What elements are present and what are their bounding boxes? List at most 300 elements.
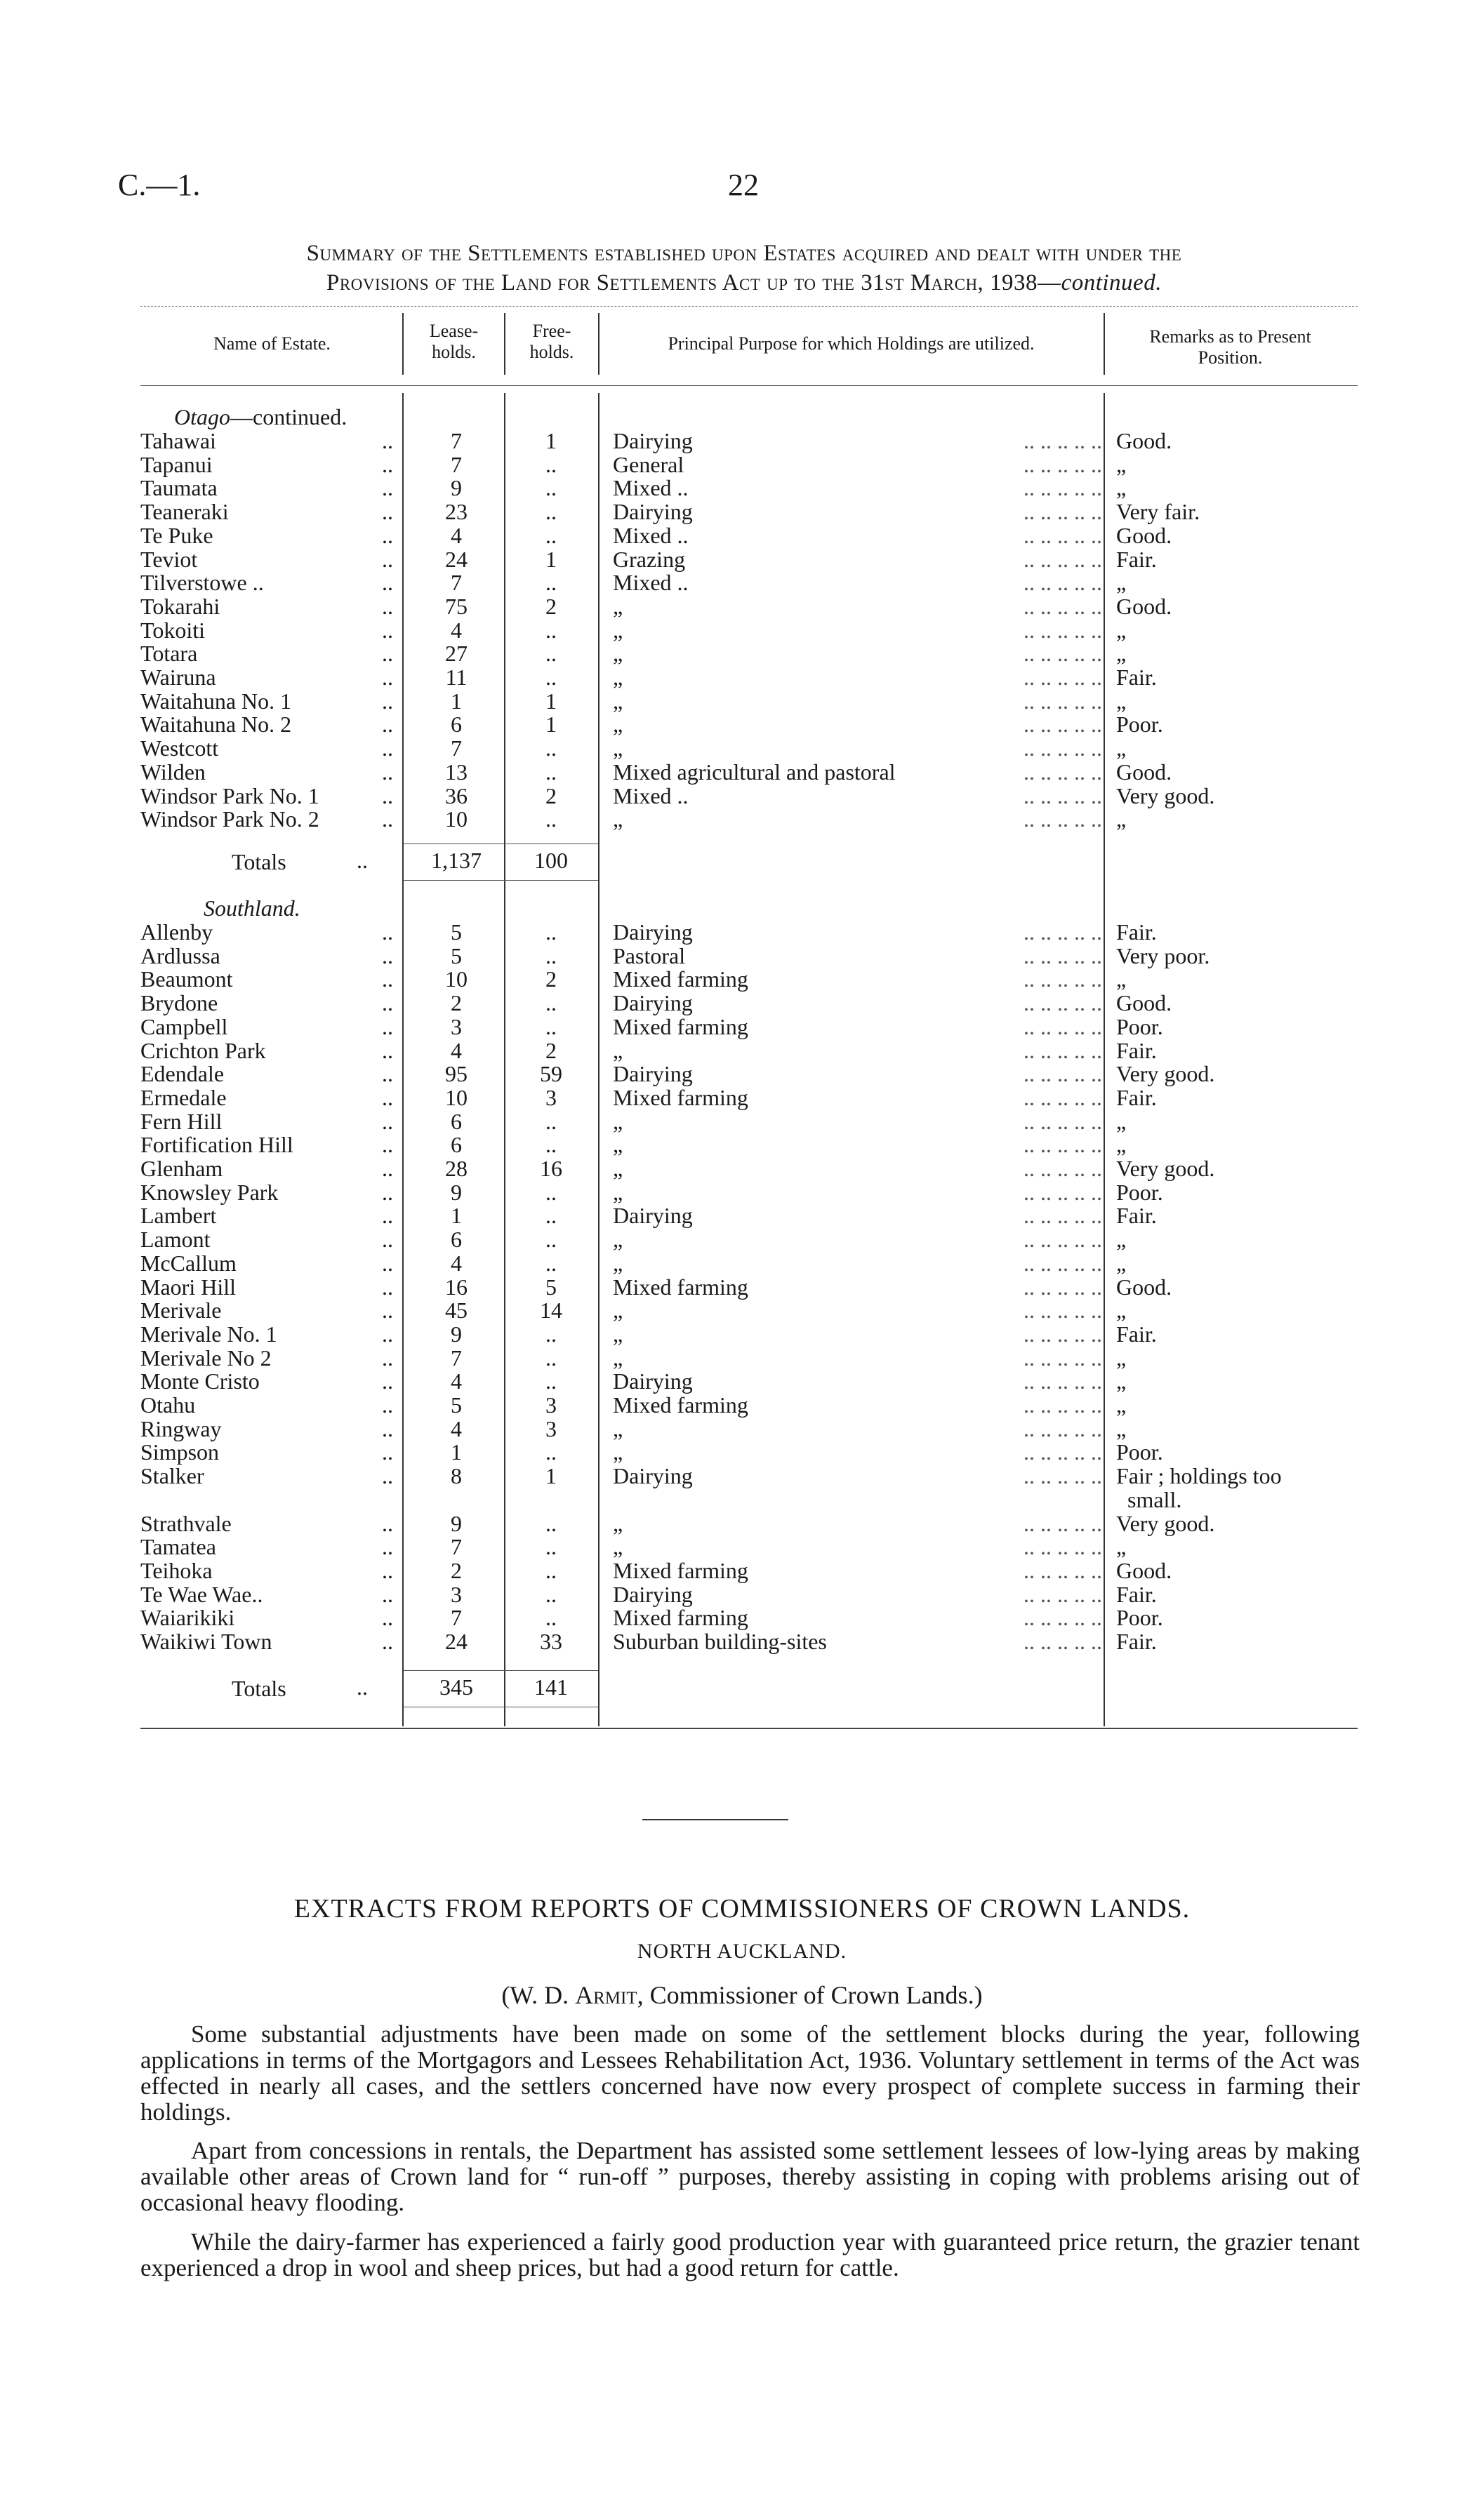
southland-row-freeholds: 33: [540, 1629, 562, 1654]
southland-row-freeholds: ..: [545, 1345, 557, 1371]
otago-row-name: Wilden: [140, 759, 206, 785]
otago-row-freeholds: ..: [545, 522, 557, 548]
southland-row-remark-continued: small.: [1127, 1486, 1182, 1512]
southland-row-purpose-leader: .. .. .. .. ..: [1023, 1084, 1102, 1110]
southland-row-name: Glenham: [140, 1156, 223, 1181]
southland-totals-leaseholds: 345: [439, 1674, 473, 1700]
southland-row-name: Beaumont: [140, 966, 233, 992]
southland-row-leaseholds: 5: [451, 942, 462, 968]
extracts-paragraph-1: Some substantial adjustments have been made on some of the settlement blocks during the year, following applications in terms of the Mortgagors and Lessees Rehabilitation Act, 1936. Voluntary settlement in terms of the Act was effected in nearly all cases, and the settlers concerned have now every prospect of complete success in farming their holdings.: [140, 2020, 1360, 2126]
otago-totals-leaseholds: 1,137: [431, 848, 482, 873]
otago-row-name: Taumata: [140, 475, 218, 501]
southland-row-purpose: Dairying: [613, 919, 693, 945]
southland-row-freeholds: ..: [545, 1250, 557, 1276]
otago-row-leaseholds: 7: [451, 451, 462, 477]
otago-totals-lower-rule: [404, 880, 598, 881]
otago-row-name-leader: ..: [382, 782, 393, 808]
southland-row-remark: „: [1116, 1298, 1127, 1324]
southland-row-freeholds: 16: [540, 1156, 562, 1181]
otago-row-name-leader: ..: [382, 688, 393, 714]
southland-row-purpose-leader: .. .. .. .. ..: [1023, 1013, 1102, 1039]
otago-row-freeholds: ..: [545, 499, 557, 525]
otago-row-name-leader: ..: [382, 522, 393, 548]
southland-row-name: Merivale No 2: [140, 1345, 272, 1371]
otago-row-leaseholds: 4: [451, 522, 462, 548]
southland-row-name: Knowsley Park: [140, 1179, 279, 1205]
otago-row-purpose-leader: .. .. .. .. ..: [1023, 499, 1102, 525]
otago-row-freeholds: 2: [545, 593, 557, 619]
southland-row-name: Campbell: [140, 1013, 228, 1039]
southland-row-purpose-leader: .. .. .. .. ..: [1023, 919, 1102, 945]
otago-totals-label: Totals: [232, 849, 286, 874]
southland-row-name-leader: ..: [382, 1534, 393, 1560]
southland-row-purpose: Mixed farming: [613, 1605, 748, 1631]
otago-row-leaseholds: 1: [451, 688, 462, 714]
southland-row-purpose: Mixed farming: [613, 1392, 748, 1418]
column-line-lease-left: [402, 393, 404, 1726]
southland-row-name: Waikiwi Town: [140, 1629, 272, 1654]
southland-row-purpose-leader: .. .. .. .. ..: [1023, 1227, 1102, 1253]
southland-row-purpose: Mixed farming: [613, 966, 748, 992]
southland-row-name-leader: ..: [382, 1557, 393, 1583]
southland-row-purpose: Mixed farming: [613, 1084, 748, 1110]
otago-row-remark: Fair.: [1116, 665, 1157, 690]
column-header-purpose: Principal Purpose for which Holdings are utilized.: [668, 333, 1035, 354]
otago-row-name-leader: ..: [382, 499, 393, 525]
southland-row-purpose: „: [613, 1321, 623, 1347]
southland-row-remark: Poor.: [1116, 1605, 1163, 1631]
southland-row-freeholds: ..: [545, 1605, 557, 1631]
otago-row-purpose: „: [613, 593, 623, 619]
southland-row-remark: Very good.: [1116, 1061, 1215, 1087]
southland-row-freeholds: ..: [545, 1108, 557, 1134]
otago-row-freeholds: 1: [545, 688, 557, 714]
southland-row-purpose: Dairying: [613, 1581, 693, 1607]
southland-row-purpose-leader: .. .. .. .. ..: [1023, 942, 1102, 968]
southland-row-purpose: Mixed farming: [613, 1274, 748, 1300]
otago-row-purpose: Dairying: [613, 499, 693, 525]
southland-row-name-leader: ..: [382, 942, 393, 968]
otago-row-freeholds: ..: [545, 665, 557, 690]
southland-row-freeholds: ..: [545, 1534, 557, 1560]
otago-row-remark: „: [1116, 475, 1127, 501]
southland-row-name-leader: ..: [382, 966, 393, 992]
southland-row-remark: „: [1116, 1132, 1127, 1158]
southland-row-name-leader: ..: [382, 1298, 393, 1324]
otago-row-name-leader: ..: [382, 759, 393, 785]
otago-row-leaseholds: 10: [445, 806, 468, 832]
extracts-paragraph-2: Apart from concessions in rentals, the Department has assisted some settlement lessees of low-lying areas by making available other areas of Crown land for “ run-off ” purposes, thereby assisting in coping with problems arising out of occasional heavy flooding.: [140, 2137, 1360, 2216]
southland-row-remark: „: [1116, 1392, 1127, 1418]
extracts-commissioner: [70, 1980, 1414, 2010]
southland-row-freeholds: ..: [545, 1179, 557, 1205]
southland-row-name: Stalker: [140, 1463, 204, 1489]
southland-row-leaseholds: 45: [445, 1298, 468, 1324]
southland-row-name-leader: ..: [382, 1605, 393, 1631]
otago-row-freeholds: ..: [545, 641, 557, 667]
southland-row-name-leader: ..: [382, 1274, 393, 1300]
otago-row-name-leader: ..: [382, 617, 393, 643]
southland-row-name: Te Wae Wae..: [140, 1581, 263, 1607]
southland-row-purpose-leader: .. .. .. .. ..: [1023, 1415, 1102, 1441]
otago-row-purpose-leader: .. .. .. .. ..: [1023, 641, 1102, 667]
otago-row-name: Teviot: [140, 546, 198, 572]
otago-row-purpose: Mixed ..: [613, 570, 689, 596]
southland-row-remark: Fair.: [1116, 1084, 1157, 1110]
otago-row-remark: Very good.: [1116, 782, 1215, 808]
southland-row-remark: Good.: [1116, 990, 1172, 1016]
southland-row-remark: Very good.: [1116, 1156, 1215, 1181]
otago-row-freeholds: 1: [545, 546, 557, 572]
southland-row-purpose-leader: .. .. .. .. ..: [1023, 1605, 1102, 1631]
otago-row-remark: Very fair.: [1116, 499, 1200, 525]
southland-row-leaseholds: 5: [451, 919, 462, 945]
summary-title-line-1: Summary of the Settlements established upon Estates acquired and dealt with under the: [306, 241, 1182, 266]
otago-row-remark: Good.: [1116, 759, 1172, 785]
southland-row-purpose-leader: .. .. .. .. ..: [1023, 1368, 1102, 1394]
otago-row-name: Waitahuna No. 2: [140, 712, 292, 738]
southland-row-leaseholds: 95: [445, 1061, 468, 1087]
column-header-freeholds: Free- holds.: [529, 321, 574, 362]
otago-row-purpose-leader: .. .. .. .. ..: [1023, 806, 1102, 832]
southland-row-name-leader: ..: [382, 1084, 393, 1110]
southland-row-remark: Good.: [1116, 1557, 1172, 1583]
southland-row-purpose: Suburban building-sites: [613, 1629, 827, 1654]
otago-row-name-leader: ..: [382, 641, 393, 667]
otago-row-leaseholds: 23: [445, 499, 468, 525]
southland-row-purpose: Dairying: [613, 1463, 693, 1489]
southland-row-purpose: „: [613, 1298, 623, 1324]
southland-row-freeholds: ..: [545, 1510, 557, 1536]
otago-row-name: Te Puke: [140, 522, 213, 548]
southland-row-remark: „: [1116, 1368, 1127, 1394]
otago-row-freeholds: ..: [545, 735, 557, 761]
southland-row-name: Crichton Park: [140, 1037, 266, 1063]
southland-row-name-leader: ..: [382, 1368, 393, 1394]
southland-row-remark: Fair.: [1116, 1037, 1157, 1063]
otago-row-remark: Good.: [1116, 593, 1172, 619]
otago-row-purpose-leader: .. .. .. .. ..: [1023, 522, 1102, 548]
southland-row-name-leader: ..: [382, 1629, 393, 1654]
southland-row-remark: Fair.: [1116, 1629, 1157, 1654]
otago-row-purpose: General: [613, 451, 684, 477]
southland-row-purpose-leader: .. .. .. .. ..: [1023, 1179, 1102, 1205]
southland-row-freeholds: 5: [545, 1274, 557, 1300]
otago-row-purpose-leader: .. .. .. .. ..: [1023, 570, 1102, 596]
otago-row-name: Westcott: [140, 735, 219, 761]
otago-row-purpose: „: [613, 735, 623, 761]
southland-row-leaseholds: 4: [451, 1415, 462, 1441]
southland-row-leaseholds: 7: [451, 1345, 462, 1371]
southland-row-remark: „: [1116, 1534, 1127, 1560]
southland-row-name-leader: ..: [382, 1061, 393, 1087]
otago-row-purpose-leader: .. .. .. .. ..: [1023, 475, 1102, 501]
southland-row-remark: Very poor.: [1116, 942, 1210, 968]
page-number: 22: [728, 168, 759, 202]
southland-row-name-leader: ..: [382, 1203, 393, 1229]
southland-row-leaseholds: 7: [451, 1534, 462, 1560]
southland-row-leaseholds: 1: [451, 1439, 462, 1465]
southland-row-name-leader: ..: [382, 1463, 393, 1489]
section-heading-otago: [174, 406, 347, 429]
extracts-district: NORTH AUCKLAND.: [637, 1940, 847, 1963]
otago-row-purpose: „: [613, 617, 623, 643]
southland-row-leaseholds: 10: [445, 1084, 468, 1110]
southland-row-purpose: „: [613, 1250, 623, 1276]
southland-row-leaseholds: 1: [451, 1203, 462, 1229]
otago-row-name-leader: ..: [382, 428, 393, 453]
otago-row-name-leader: ..: [382, 570, 393, 596]
otago-row-remark: „: [1116, 617, 1127, 643]
southland-row-leaseholds: 24: [445, 1629, 468, 1654]
southland-row-leaseholds: 7: [451, 1605, 462, 1631]
otago-row-leaseholds: 75: [445, 593, 468, 619]
southland-totals-dots: ..: [357, 1674, 368, 1700]
southland-row-leaseholds: 8: [451, 1463, 462, 1489]
southland-row-freeholds: 1: [545, 1463, 557, 1489]
southland-row-purpose-leader: .. .. .. .. ..: [1023, 1629, 1102, 1654]
southland-row-purpose: Mixed farming: [613, 1013, 748, 1039]
southland-row-name: Otahu: [140, 1392, 196, 1418]
southland-row-name-leader: ..: [382, 919, 393, 945]
otago-row-leaseholds: 4: [451, 617, 462, 643]
southland-row-freeholds: 14: [540, 1298, 562, 1324]
southland-row-name: Ringway: [140, 1415, 222, 1441]
southland-row-purpose-leader: .. .. .. .. ..: [1023, 1463, 1102, 1489]
southland-row-name: Maori Hill: [140, 1274, 236, 1300]
otago-row-purpose: „: [613, 806, 623, 832]
summary-title-line-2-main: Provisions of the Land for Settlements Act up to the 31st March, 1938—: [326, 270, 1061, 295]
otago-row-freeholds: 1: [545, 712, 557, 738]
southland-row-name-leader: ..: [382, 1581, 393, 1607]
southland-row-leaseholds: 9: [451, 1179, 462, 1205]
southland-row-purpose-leader: .. .. .. .. ..: [1023, 1321, 1102, 1347]
header-divider-3: [598, 313, 599, 375]
southland-row-freeholds: ..: [545, 1013, 557, 1039]
summary-title: [112, 239, 1376, 298]
otago-row-purpose: „: [613, 641, 623, 667]
otago-row-name: Windsor Park No. 2: [140, 806, 319, 832]
southland-totals-label: Totals: [232, 1676, 286, 1701]
southland-row-freeholds: ..: [545, 942, 557, 968]
otago-row-name: Tapanui: [140, 451, 213, 477]
southland-row-name: Allenby: [140, 919, 213, 945]
otago-totals-freeholds: 100: [534, 848, 568, 873]
southland-row-remark: „: [1116, 1227, 1127, 1253]
section-heading-otago-suffix: —continued.: [230, 404, 347, 429]
southland-row-purpose: Dairying: [613, 1061, 693, 1087]
southland-row-name-leader: ..: [382, 1013, 393, 1039]
southland-row-remark: „: [1116, 1250, 1127, 1276]
otago-row-remark: „: [1116, 451, 1127, 477]
otago-row-name: Teaneraki: [140, 499, 229, 525]
otago-row-purpose-leader: .. .. .. .. ..: [1023, 735, 1102, 761]
southland-row-remark: Poor.: [1116, 1179, 1163, 1205]
otago-row-remark: Good.: [1116, 428, 1172, 453]
southland-row-name-leader: ..: [382, 1179, 393, 1205]
otago-row-remark: Poor.: [1116, 712, 1163, 738]
southland-row-freeholds: ..: [545, 990, 557, 1016]
section-heading-otago-name: Otago: [174, 404, 230, 429]
otago-row-leaseholds: 9: [451, 475, 462, 501]
southland-row-purpose: „: [613, 1179, 623, 1205]
commissioner-rest: , Commissioner of Crown Lands.): [637, 1981, 983, 2009]
commissioner-name: Armit: [575, 1981, 637, 2009]
southland-row-name: Monte Cristo: [140, 1368, 260, 1394]
southland-row-purpose-leader: .. .. .. .. ..: [1023, 1132, 1102, 1158]
otago-row-name: Totara: [140, 641, 198, 667]
southland-row-purpose: Dairying: [613, 1368, 693, 1394]
southland-row-freeholds: ..: [545, 1439, 557, 1465]
document-reference: C.—1.: [118, 168, 201, 202]
southland-row-freeholds: 3: [545, 1392, 557, 1418]
southland-row-purpose-leader: .. .. .. .. ..: [1023, 1274, 1102, 1300]
southland-row-name: McCallum: [140, 1250, 237, 1276]
otago-row-name-leader: ..: [382, 665, 393, 690]
southland-row-leaseholds: 9: [451, 1321, 462, 1347]
column-header-remarks: Remarks as to Present Position.: [1149, 326, 1311, 368]
southland-row-leaseholds: 6: [451, 1132, 462, 1158]
southland-row-name: Ardlussa: [140, 942, 220, 968]
column-header-leaseholds: Lease- holds.: [429, 321, 479, 362]
southland-row-purpose-leader: .. .. .. .. ..: [1023, 1108, 1102, 1134]
column-line-free-right: [598, 393, 599, 1726]
southland-row-leaseholds: 4: [451, 1368, 462, 1394]
southland-row-name: Edendale: [140, 1061, 225, 1087]
southland-row-purpose: „: [613, 1227, 623, 1253]
otago-row-leaseholds: 11: [445, 665, 468, 690]
otago-row-remark: „: [1116, 806, 1127, 832]
otago-row-leaseholds: 7: [451, 570, 462, 596]
otago-row-freeholds: ..: [545, 451, 557, 477]
otago-row-purpose-leader: .. .. .. .. ..: [1023, 688, 1102, 714]
southland-row-name-leader: ..: [382, 1510, 393, 1536]
southland-row-leaseholds: 10: [445, 966, 468, 992]
otago-row-name-leader: ..: [382, 712, 393, 738]
southland-row-name-leader: ..: [382, 1227, 393, 1253]
section-heading-southland: Southland.: [204, 895, 300, 921]
otago-row-name: Wairuna: [140, 665, 216, 690]
otago-row-name: Tilverstowe ..: [140, 570, 264, 596]
southland-row-leaseholds: 16: [445, 1274, 468, 1300]
southland-row-name: Merivale: [140, 1298, 222, 1324]
otago-row-freeholds: ..: [545, 570, 557, 596]
southland-row-leaseholds: 5: [451, 1392, 462, 1418]
otago-row-remark: „: [1116, 735, 1127, 761]
southland-row-purpose: „: [613, 1108, 623, 1134]
otago-row-purpose-leader: .. .. .. .. ..: [1023, 712, 1102, 738]
southland-row-name-leader: ..: [382, 1132, 393, 1158]
southland-row-name-leader: ..: [382, 1156, 393, 1181]
otago-row-freeholds: 2: [545, 782, 557, 808]
otago-row-name-leader: ..: [382, 546, 393, 572]
southland-row-purpose-leader: .. .. .. .. ..: [1023, 1250, 1102, 1276]
southland-row-purpose-leader: .. .. .. .. ..: [1023, 1203, 1102, 1229]
southland-row-purpose: Dairying: [613, 990, 693, 1016]
southland-row-freeholds: 2: [545, 1037, 557, 1063]
extracts-title: EXTRACTS FROM REPORTS OF COMMISSIONERS OF CROWN LANDS.: [293, 1894, 1191, 1924]
otago-row-purpose-leader: .. .. .. .. ..: [1023, 451, 1102, 477]
southland-row-remark: Fair.: [1116, 1581, 1157, 1607]
southland-row-freeholds: ..: [545, 919, 557, 945]
southland-row-purpose: „: [613, 1510, 623, 1536]
southland-row-purpose-leader: .. .. .. .. ..: [1023, 1534, 1102, 1560]
header-divider-4: [1104, 313, 1105, 375]
southland-row-purpose: „: [613, 1439, 623, 1465]
otago-row-purpose: „: [613, 665, 623, 690]
otago-row-freeholds: ..: [545, 617, 557, 643]
otago-row-name-leader: ..: [382, 451, 393, 477]
southland-row-remark: Very good.: [1116, 1510, 1215, 1536]
southland-row-remark: Good.: [1116, 1274, 1172, 1300]
otago-row-leaseholds: 7: [451, 735, 462, 761]
otago-row-purpose: Mixed ..: [613, 782, 689, 808]
southland-row-purpose-leader: .. .. .. .. ..: [1023, 1581, 1102, 1607]
otago-row-remark: „: [1116, 641, 1127, 667]
southland-row-name: Fern Hill: [140, 1108, 223, 1134]
southland-row-purpose-leader: .. .. .. .. ..: [1023, 1439, 1102, 1465]
southland-row-freeholds: ..: [545, 1368, 557, 1394]
otago-row-leaseholds: 13: [445, 759, 468, 785]
southland-row-name-leader: ..: [382, 1439, 393, 1465]
southland-row-purpose: Dairying: [613, 1203, 693, 1229]
otago-row-name-leader: ..: [382, 593, 393, 619]
southland-row-purpose: „: [613, 1534, 623, 1560]
otago-row-purpose: Dairying: [613, 428, 693, 453]
southland-row-remark: Fair.: [1116, 1321, 1157, 1347]
southland-row-purpose: „: [613, 1345, 623, 1371]
otago-row-remark: Fair.: [1116, 546, 1157, 572]
southland-row-name: Ermedale: [140, 1084, 227, 1110]
otago-totals-dots: ..: [357, 848, 368, 873]
southland-row-purpose: „: [613, 1037, 623, 1063]
otago-row-purpose: Mixed agricultural and pastoral: [613, 759, 896, 785]
otago-row-freeholds: ..: [545, 475, 557, 501]
southland-row-purpose-leader: .. .. .. .. ..: [1023, 1345, 1102, 1371]
otago-row-purpose-leader: .. .. .. .. ..: [1023, 546, 1102, 572]
otago-row-leaseholds: 7: [451, 428, 462, 453]
southland-row-name-leader: ..: [382, 1037, 393, 1063]
southland-row-purpose-leader: .. .. .. .. ..: [1023, 1298, 1102, 1324]
southland-row-freeholds: 3: [545, 1415, 557, 1441]
southland-row-remark: Poor.: [1116, 1439, 1163, 1465]
otago-row-name: Tokoiti: [140, 617, 205, 643]
southland-totals-upper-rule: [404, 1670, 598, 1671]
otago-row-remark: „: [1116, 688, 1127, 714]
southland-row-freeholds: ..: [545, 1557, 557, 1583]
otago-row-purpose: Mixed ..: [613, 522, 689, 548]
otago-row-remark: „: [1116, 570, 1127, 596]
otago-row-name: Tahawai: [140, 428, 216, 453]
otago-row-leaseholds: 24: [445, 546, 468, 572]
extracts-paragraph-3: While the dairy-farmer has experienced a fairly good production year with guaranteed price return, the grazier tenant experienced a drop in wool and sheep prices, but had a good return for cattle.: [140, 2228, 1360, 2281]
otago-row-freeholds: ..: [545, 806, 557, 832]
southland-row-name: Merivale No. 1: [140, 1321, 277, 1347]
southland-row-purpose-leader: .. .. .. .. ..: [1023, 966, 1102, 992]
southland-row-freeholds: ..: [545, 1227, 557, 1253]
table-header-rule: [140, 385, 1358, 386]
otago-row-name-leader: ..: [382, 475, 393, 501]
otago-row-purpose-leader: .. .. .. .. ..: [1023, 665, 1102, 690]
southland-row-purpose-leader: .. .. .. .. ..: [1023, 1061, 1102, 1087]
southland-row-name-leader: ..: [382, 1250, 393, 1276]
otago-row-name: Tokarahi: [140, 593, 220, 619]
southland-row-leaseholds: 2: [451, 990, 462, 1016]
commissioner-open: (W. D.: [501, 1981, 576, 2009]
southland-row-purpose-leader: .. .. .. .. ..: [1023, 1510, 1102, 1536]
southland-row-purpose: Mixed farming: [613, 1557, 748, 1583]
southland-row-remark: „: [1116, 1345, 1127, 1371]
